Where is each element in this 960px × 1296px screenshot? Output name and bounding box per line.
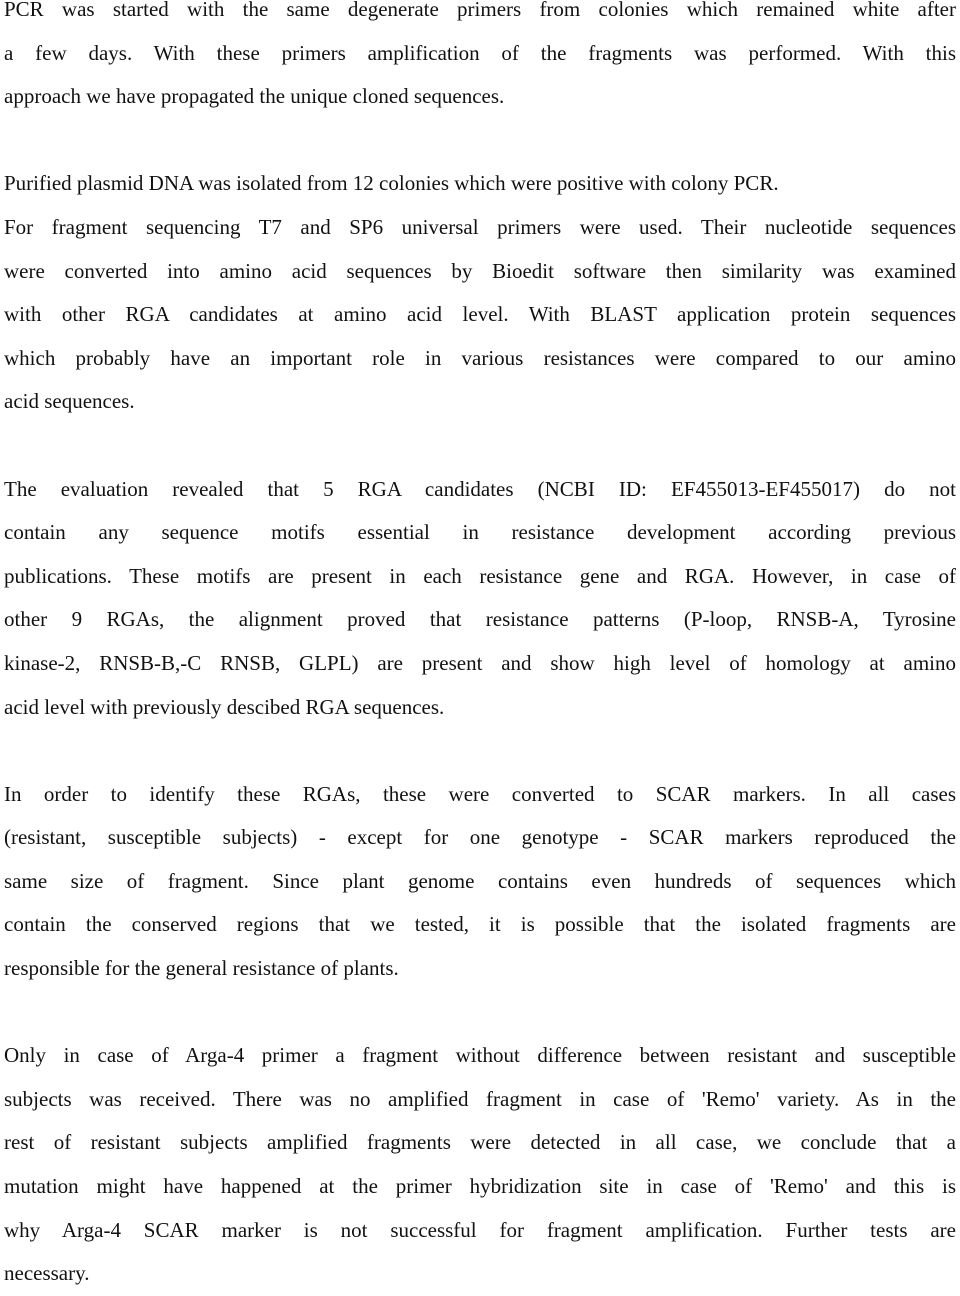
text-line: kinase-2, RNSB-B,-C RNSB, GLPL) are present and show high level of homology at amino — [4, 650, 956, 675]
text-line: mutation might have happened at the primer hybridization site in case of 'Remo' and this is — [4, 1174, 956, 1199]
paragraph-gap — [4, 991, 956, 1035]
text-line: In order to identify these RGAs, these were converted to SCAR markers. In all cases — [4, 781, 956, 806]
text-line: why Arga-4 SCAR marker is not successful for fragment amplification. Further tests are — [4, 1217, 956, 1242]
text-line: (resistant, susceptible subjects) - except for one genotype - SCAR markers reproduced the — [4, 825, 956, 850]
text-line: other 9 RGAs, the alignment proved that resistance patterns (P-loop, RNSB-A, Tyrosine — [4, 607, 956, 632]
text-line: responsible for the general resistance of plants. — [4, 956, 399, 981]
text-line: subjects was received. There was no amplified fragment in case of 'Remo' variety. As in the — [4, 1086, 956, 1111]
text-line: were converted into amino acid sequences by Bioedit software then similarity was examined — [4, 258, 956, 283]
text-line: For fragment sequencing T7 and SP6 universal primers were used. Their nucleotide sequences — [4, 214, 956, 239]
paragraph-evaluation — [4, 468, 956, 730]
text-line: Purified plasmid DNA was isolated from 12 colonies which were positive with colony PCR. — [4, 171, 779, 196]
text-line: which probably have an important role in various resistances were compared to our amino — [4, 345, 956, 370]
text-line: with other RGA candidates at amino acid level. With BLAST application protein sequences — [4, 302, 956, 327]
text-line: The evaluation revealed that 5 RGA candidates (NCBI ID: EF455013-EF455017) do not — [4, 476, 956, 501]
text-line: publications. These motifs are present in each resistance gene and RGA. However, in case of — [4, 563, 956, 588]
paragraph-scar-markers — [4, 773, 956, 991]
text-line: rest of resistant subjects amplified fragments were detected in all case, we conclude that a — [4, 1130, 956, 1155]
document-page — [4, 0, 956, 1296]
paragraph-gap — [4, 119, 956, 163]
text-line: acid level with previously descibed RGA sequences. — [4, 694, 445, 719]
text-line: acid sequences. — [4, 389, 135, 414]
paragraph-arga4-primer — [4, 1034, 956, 1296]
text-line: contain any sequence motifs essential in resistance development according previous — [4, 520, 956, 545]
paragraph-plasmid-sequencing — [4, 162, 956, 424]
text-line: same size of fragment. Since plant genome contains even hundreds of sequences which — [4, 868, 956, 893]
text-line: PCR was started with the same degenerate primers from colonies which remained white after — [4, 0, 956, 21]
text-line: a few days. With these primers amplification of the fragments was performed. With this — [4, 40, 956, 65]
text-line: Only in case of Arga-4 primer a fragment without difference between resistant and susceptible — [4, 1043, 956, 1068]
text-line: approach we have propagated the unique cloned sequences. — [4, 84, 505, 109]
paragraph-pcr-primers — [4, 0, 956, 119]
paragraph-gap — [4, 729, 956, 773]
text-line: contain the conserved regions that we tested, it is possible that the isolated fragments are — [4, 912, 956, 937]
text-line: necessary. — [4, 1261, 90, 1286]
paragraph-gap — [4, 424, 956, 468]
